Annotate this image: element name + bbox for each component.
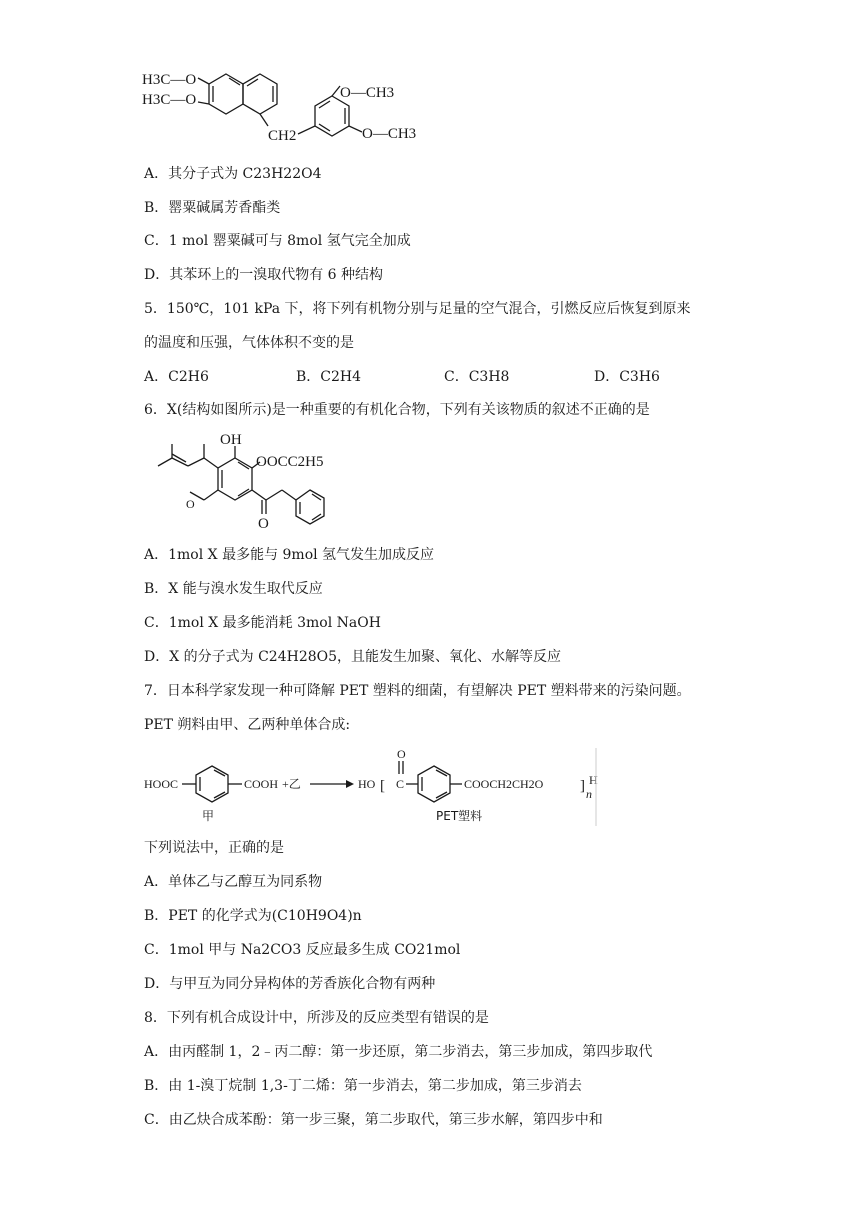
q6-option-a: A．1mol X 最多能与 9mol 氢气发生加成反应 xyxy=(144,547,435,563)
methoxy-label-b: H3C—O xyxy=(142,92,197,108)
q6-option-b: B．X 能与溴水发生取代反应 xyxy=(144,581,323,597)
hooc-label: HOOC xyxy=(144,777,179,791)
ho-label: HO xyxy=(358,777,376,791)
q5-option-a: A．C2H6 xyxy=(144,369,209,385)
n-subscript: n xyxy=(586,787,592,801)
q5-option-b: B．C2H4 xyxy=(296,369,362,385)
q7-stem-line-1: 7．日本科学家发现一种可降解 PET 塑料的细菌，有望解决 PET 塑料带来的污染问题。 xyxy=(144,683,691,699)
ester-label: OOCC2H5 xyxy=(256,454,324,470)
carbonyl-c-label: C xyxy=(396,777,405,791)
pet-reaction-figure xyxy=(140,744,600,830)
methoxy-label-c: O—CH3 xyxy=(340,85,395,101)
q4-option-d: D．其苯环上的一溴取代物有 6 种结构 xyxy=(144,267,384,283)
q7-option-c: C．1mol 甲与 Na2CO3 反应最多生成 CO21mol xyxy=(144,942,461,958)
q7-option-d: D．与甲互为同分异构体的芳香族化合物有两种 xyxy=(144,976,436,992)
q6-option-d: D．X 的分子式为 C24H28O5，且能发生加聚、氧化、水解等反应 xyxy=(144,649,562,665)
chain-label: COOCH2CH2O xyxy=(464,777,544,791)
bracket-left: [ xyxy=(380,778,385,794)
q8-option-a: A．由丙醛制 1，2﹣丙二醇：第一步还原，第二步消去，第三步加成，第四步取代 xyxy=(144,1044,653,1060)
q7-option-a: A．单体乙与乙醇互为同系物 xyxy=(144,874,323,890)
structure-figure-1 xyxy=(140,56,440,156)
bracket-right: ] xyxy=(580,778,585,794)
q5-option-d: D．C3H6 xyxy=(594,369,660,385)
q4-option-c: C．1 mol 罂粟碱可与 8mol 氢气完全加成 xyxy=(144,233,411,249)
oh-label: OH xyxy=(220,432,242,448)
ch2-label: CH2 xyxy=(268,128,297,144)
methoxy-o-label: O xyxy=(186,497,195,511)
carbonyl-o-label: O xyxy=(397,747,406,761)
cooh-label: COOH xyxy=(244,777,279,791)
q8-option-b: B．由 1-溴丁烷制 1,3-丁二烯：第一步消去，第二步加成，第三步消去 xyxy=(144,1078,582,1094)
q8-option-c: C．由乙炔合成苯酚：第一步三聚，第二步取代，第三步水解，第四步中和 xyxy=(144,1112,603,1128)
structure-figure-x xyxy=(140,428,360,538)
q6-stem: 6．X(结构如图所示)是一种重要的有机化合物，下列有关该物质的叙述不正确的是 xyxy=(144,402,650,418)
methoxy-label-d: O—CH3 xyxy=(362,126,417,142)
ketone-o-label: O xyxy=(258,516,269,532)
methoxy-label-a: H3C—O xyxy=(142,72,197,88)
q4-option-a: A．其分子式为 C23H22O4 xyxy=(144,166,322,182)
q5-stem-line-1: 5．150℃，101 kPa 下，将下列有机物分别与足量的空气混合，引燃反应后恢复到原来 xyxy=(144,301,691,317)
q5-stem-line-2: 的温度和压强，气体体积不变的是 xyxy=(144,335,354,351)
q7-stem-line-3: 下列说法中，正确的是 xyxy=(144,840,284,856)
q7-stem-line-2: PET 朔料由甲、乙两种单体合成: xyxy=(144,717,351,733)
q5-option-c: C．C3H8 xyxy=(444,369,510,385)
jia-label: 甲 xyxy=(202,809,215,823)
plus-yi-label: +乙 xyxy=(282,777,301,791)
q4-option-b: B．罂粟碱属芳香酯类 xyxy=(144,200,281,216)
end-h-label: H xyxy=(589,773,598,787)
q8-stem: 8．下列有机合成设计中，所涉及的反应类型有错误的是 xyxy=(144,1010,489,1026)
pet-label: PET塑料 xyxy=(436,809,483,823)
q7-option-b: B．PET 的化学式为(C10H9O4)n xyxy=(144,908,362,924)
q6-option-c: C．1mol X 最多能消耗 3mol NaOH xyxy=(144,615,381,631)
